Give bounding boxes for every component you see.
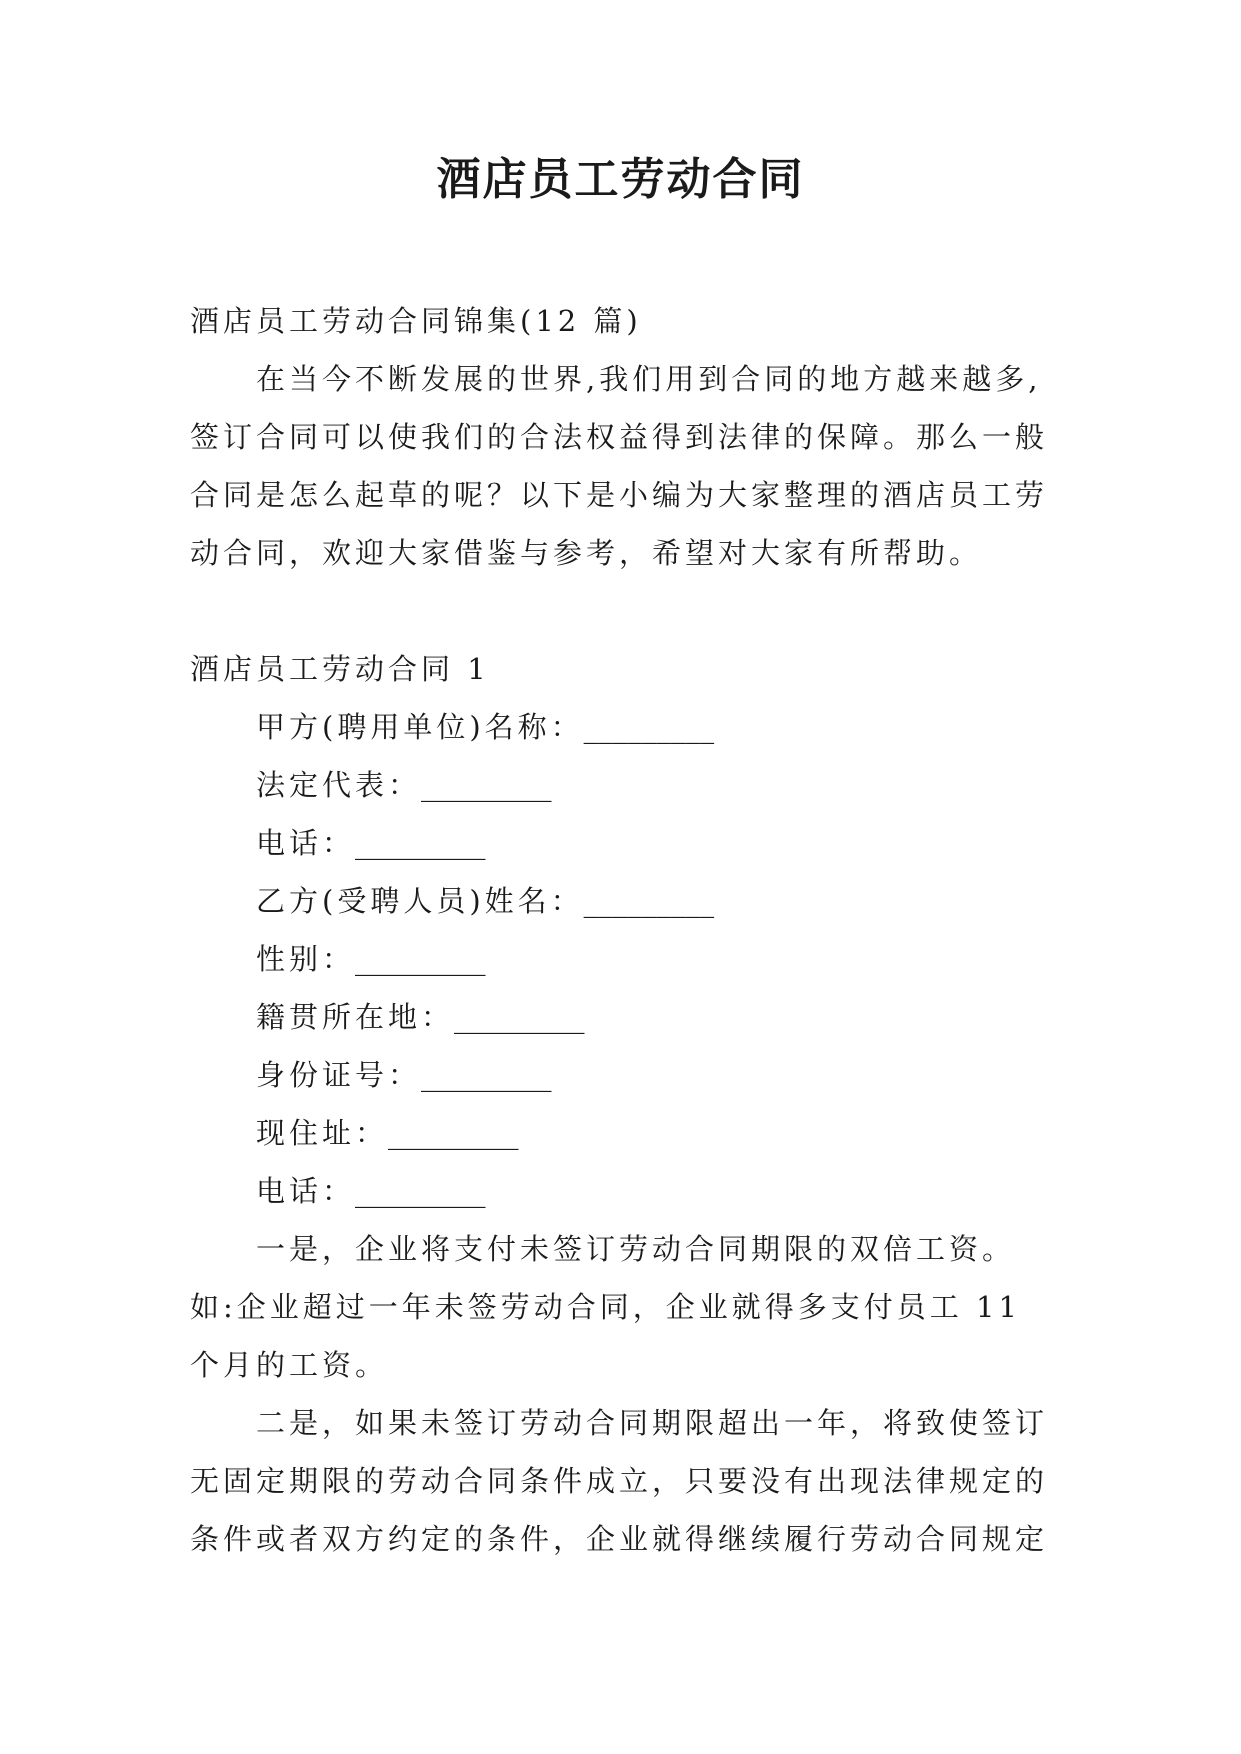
field-blank: _________ [454,1000,585,1034]
field-blank: _________ [421,1058,552,1092]
field-gender [190,930,1050,988]
field-label: 性别： [256,942,356,976]
body-paragraph: 一是，企业将支付未签订劳动合同期限的双倍工资。如:企业超过一年未签劳动合同，企业就得多支付员工 11 个月的工资。 [190,1232,1021,1382]
field-employee-name [190,872,1050,930]
document-title: 酒店员工劳动合同 [436,154,805,205]
intro-paragraph: 在当今不断发展的世界,我们用到合同的地方越来越多,签订合同可以使我们的合法权益得到法律的保障。那么一般合同是怎么起草的呢？以下是小编为大家整理的酒店员工劳动合同，欢迎大家借鉴与参考，希望对大家有所帮助。 [190,362,1049,570]
field-legal-representative [190,756,1050,814]
field-blank: _________ [355,1174,486,1208]
paragraph-spacer [190,582,1050,640]
document-subtitle: 酒店员工劳动合同锦集(12 篇) [190,304,642,338]
field-blank: _________ [583,884,715,918]
field-label: 身份证号： [256,1058,422,1092]
field-label: 电话： [256,826,356,860]
field-label: 籍贯所在地： [256,1000,455,1034]
document-body [190,292,1050,1568]
field-employer-name [190,698,1050,756]
field-native-place [190,988,1050,1046]
body-paragraph: 二是，如果未签订劳动合同期限超出一年，将致使签订无固定期限的劳动合同条件成立，只要没有出现法律规定的条件或者双方约定的条件，企业就得继续履行劳动合同规定 [190,1406,1049,1556]
section-heading: 酒店员工劳动合同 1 [190,652,490,686]
field-label: 法定代表： [256,768,422,802]
field-label: 甲方(聘用单位)名称： [256,710,584,744]
field-label: 电话： [256,1174,356,1208]
field-employer-phone [190,814,1050,872]
field-label: 乙方(受聘人员)姓名： [256,884,584,918]
field-label: 现住址： [256,1116,389,1150]
field-blank: _________ [355,942,486,976]
field-blank: _________ [583,710,715,744]
field-employee-phone [190,1162,1050,1220]
field-blank: _________ [421,768,552,802]
field-id-number [190,1046,1050,1104]
field-current-address [190,1104,1050,1162]
field-blank: _________ [355,826,486,860]
field-blank: _________ [388,1116,519,1150]
